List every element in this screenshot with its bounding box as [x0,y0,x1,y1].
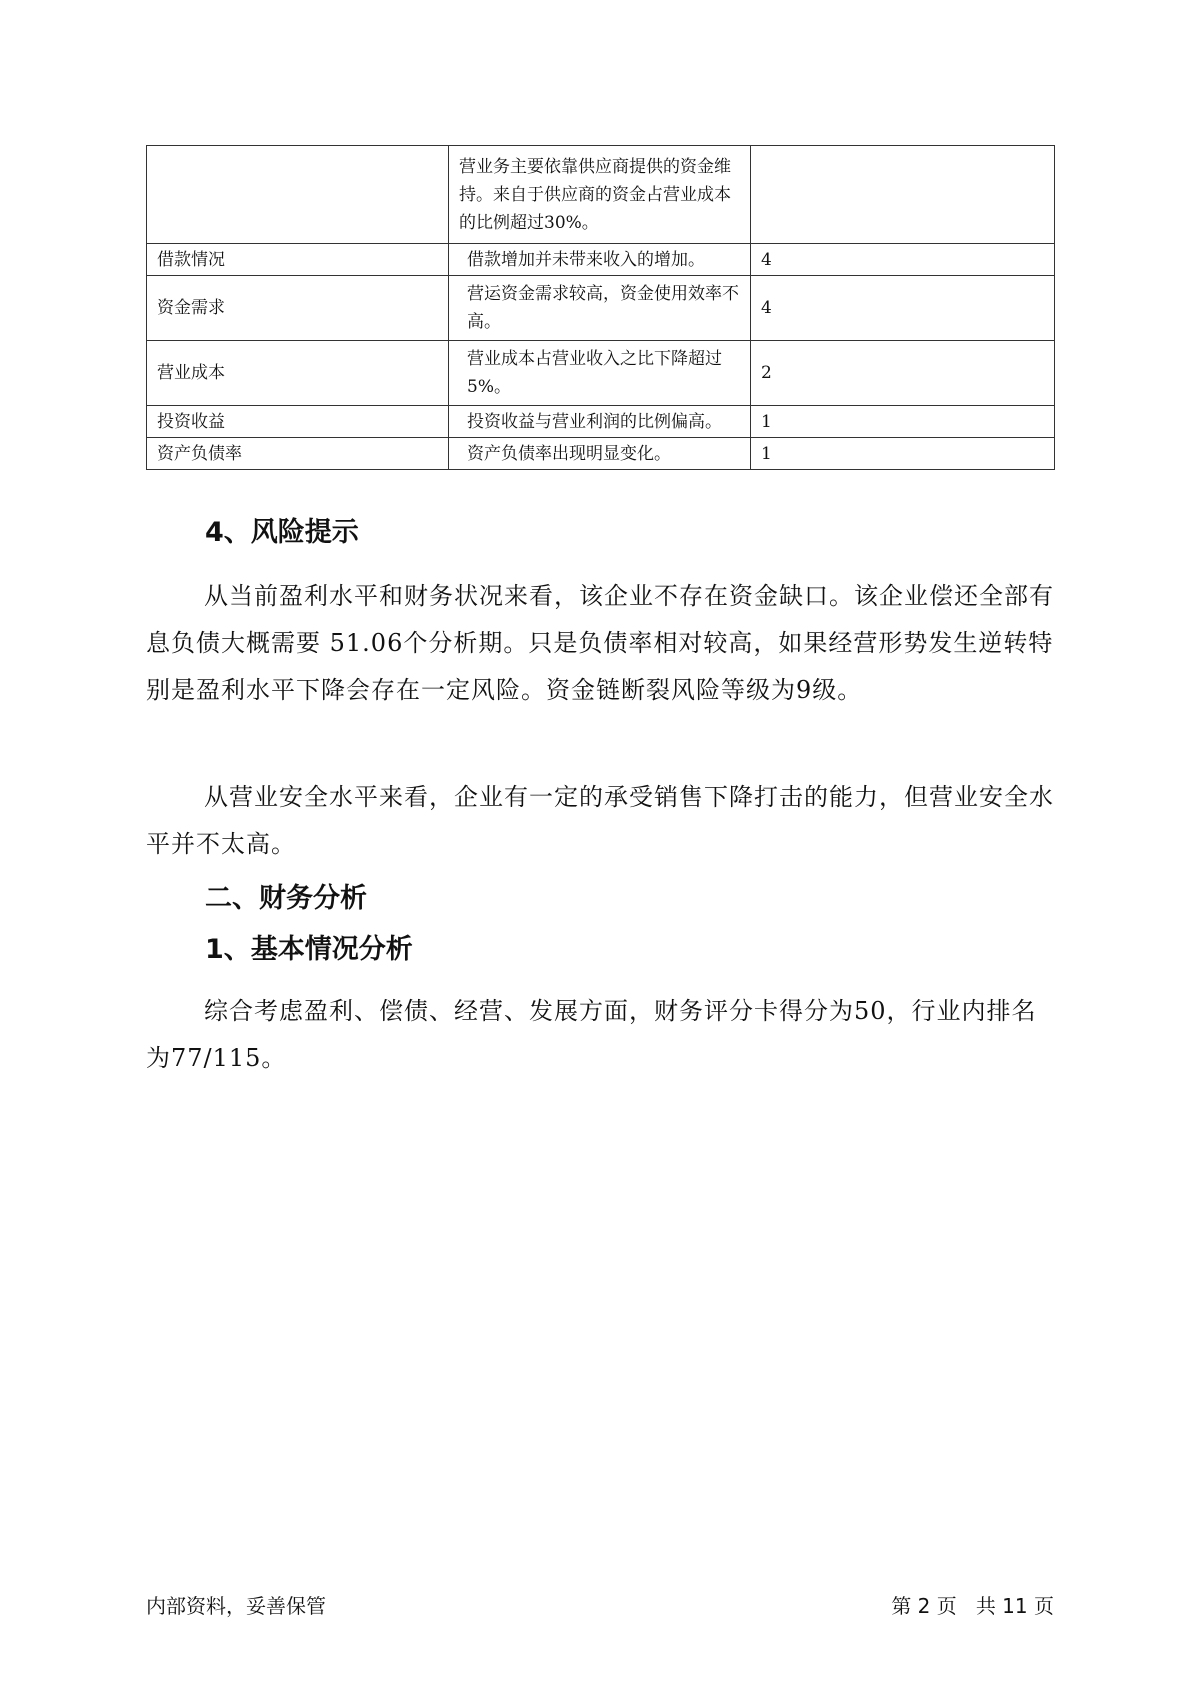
table-cell-score: 1 [751,406,1055,438]
table-row [147,341,1055,406]
section-heading-risk: 4、风险提示 [205,517,359,548]
table-cell-item: 资产负债率 [147,438,449,470]
table-row [147,276,1055,341]
risk-factor-table [146,145,1055,470]
table-cell-item: 投资收益 [147,406,449,438]
paragraph-risk-2: 从营业安全水平来看，企业有一定的承受销售下降打击的能力，但营业安全水平并不太高。 [146,783,1054,858]
section-heading-finance: 二、财务分析 [205,883,367,914]
table-row [147,406,1055,438]
table-cell-score: 4 [751,276,1055,341]
table-row [147,146,1055,244]
footer-confidential: 内部资料，妥善保管 [146,1594,326,1618]
table-cell-score: 2 [751,341,1055,406]
paragraph-risk-1: 从当前盈利水平和财务状况来看，该企业不存在资金缺口。该企业偿还全部有息负债大概需要 51.06个分析期。只是负债率相对较高，如果经营形势发生逆转特别是盈利水平下降会存在一定风险。资金链断裂风险等级为9级。 [146,582,1054,704]
table-cell-desc: 营运资金需求较高，资金使用效率不高。 [449,276,751,341]
table-cell-desc: 营业务主要依靠供应商提供的资金维持。来自于供应商的资金占营业成本的比例超过30%。 [449,146,751,244]
table-row [147,244,1055,276]
table-cell-score: 1 [751,438,1055,470]
table-cell-score: 4 [751,244,1055,276]
table-cell-desc: 借款增加并未带来收入的增加。 [449,244,751,276]
table-cell-score [751,146,1055,244]
sub-heading-basic: 1、基本情况分析 [205,934,413,965]
table-row [147,438,1055,470]
table-cell-item: 借款情况 [147,244,449,276]
table-cell-item: 营业成本 [147,341,449,406]
paragraph-finance: 综合考虑盈利、偿债、经营、发展方面，财务评分卡得分为50，行业内排名为77/115。 [146,997,1037,1072]
table-cell-desc: 营业成本占营业收入之比下降超过5%。 [449,341,751,406]
table-cell-item: 资金需求 [147,276,449,341]
table-cell-desc: 资产负债率出现明显变化。 [449,438,751,470]
footer-page-number: 第 2 页 共 11 页 [891,1594,1054,1618]
table-cell-desc: 投资收益与营业利润的比例偏高。 [449,406,751,438]
table-cell-item [147,146,449,244]
